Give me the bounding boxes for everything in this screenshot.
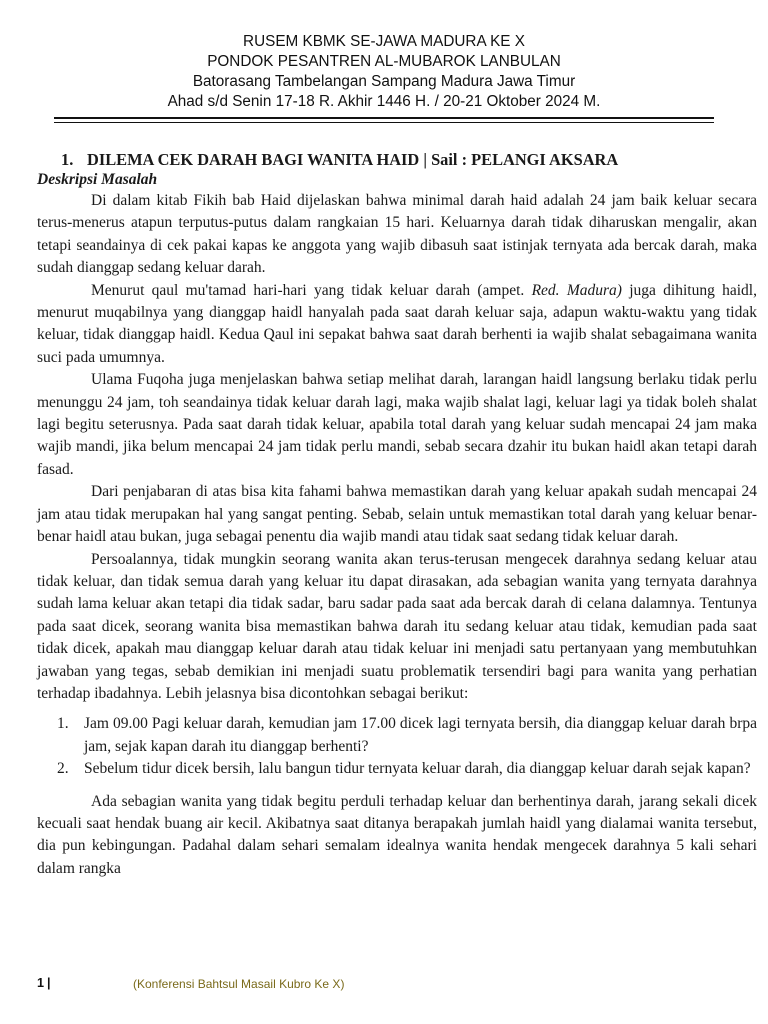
footer-separator: | xyxy=(47,976,51,990)
section-title xyxy=(61,149,757,171)
paragraph-3: Ulama Fuqoha juga menjelaskan bahwa setiap melihat darah, larangan haidl langsung berlaku tidak perlu menunggu 24 jam, toh seandainya tidak keluar darah lagi, maka wajib shalat lagi, keluar lagi ya tidak boleh shalat lagi begitu seterusnya. Pada saat darah tidak keluar, apabila total darah yang keluar sudah mencapai 24 jam maka wajib mandi, jika belum mencapai 24 jam tidak perlu mandi, sebab secara dzahir itu bukan haidl akan tetapi darah fasad. xyxy=(37,371,757,478)
paragraph-2 xyxy=(37,280,757,370)
header-line-2: PONDOK PESANTREN AL-MUBAROK LANBULAN xyxy=(207,53,561,70)
document-header xyxy=(0,32,768,112)
footer-conference-name: (Konferensi Bahtsul Masail Kubro Ke X) xyxy=(133,977,345,991)
list-marker: 2. xyxy=(57,760,69,778)
example-list xyxy=(37,713,757,780)
list-item xyxy=(37,758,757,780)
header-line-3: Batorasang Tambelangan Sampang Madura Jawa Timur xyxy=(192,73,576,90)
page-footer xyxy=(37,976,727,990)
section-title-text: DILEMA CEK DARAH BAGI WANITA HAID | Sail : PELANGI AKSARA xyxy=(87,150,619,169)
section-number: 1. xyxy=(61,150,74,169)
paragraph-2-part-1: Menurut qaul mu'tamad hari-hari yang tidak keluar darah (ampet. xyxy=(91,281,532,299)
document-body xyxy=(37,149,757,880)
page-number: 1 xyxy=(37,976,45,990)
paragraph-5: Persoalannya, tidak mungkin seorang wanita akan terus-terusan mengecek darahnya sedang keluar atau tidak keluar, dan tidak semua darah yang keluar itu dapat dirasakan, ada sebagian wanita yang ternyata darahnya sudah lama keluar akan tetapi dia tidak sadar, baru sadar pada saat ada bercak darah di celana dalamnya. Tentunya pada saat dicek, seorang wanita bisa memastikan bahwa darah itu sedang keluar atau tidak, kemudian pada saat tidak dicek, apakah mau dianggap keluar darah atau tidak keluar ini menjadi satu pertanyaan yang membutuhkan jawaban yang tegas, sebab demikian ini menjadi suatu problematik tersendiri bagi para wanita yang perhatian terhadap ibadahnya. Lebih jelasnya bisa dicontohkan sebagai berikut: xyxy=(37,550,757,702)
paragraph-6: Ada sebagian wanita yang tidak begitu perduli terhadap keluar dan berhentinya darah, jarang sekali dicek kecuali saat hendak buang air kecil. Akibatnya saat ditanya berapakah jumlah haidl yang dialamai wanita tersebut, dia pun kebingungan. Padahal dalam sehari semalam idealnya wanita hendak mengecek darahnya 5 kali sehari dalam rangka xyxy=(37,792,757,877)
paragraph-2-italic: Red. Madura) xyxy=(531,281,622,299)
paragraph-1: Di dalam kitab Fikih bab Haid dijelaskan bahwa minimal darah haid adalah 24 jam baik keluar secara terus-menerus atapun terputus-putus dalam rangkaian 15 hari. Keluarnya darah tidak diharuskan mengalir, akan tetapi seandainya di cek pakai kapas ke anggota yang wajib dibasuh saat istinjak ternyata ada bercak darah, maka sudah dianggap sedang keluar darah. xyxy=(37,192,757,277)
list-item-text: Jam 09.00 Pagi keluar darah, kemudian jam 17.00 dicek lagi ternyata bersih, dia dianggap keluar darah brpa jam, sejak kapan darah itu dianggap berhenti? xyxy=(84,715,757,755)
list-item-text: Sebelum tidur dicek bersih, lalu bangun tidur ternyata keluar darah, dia dianggap keluar darah sejak kapan? xyxy=(84,760,751,778)
list-marker: 1. xyxy=(57,715,69,733)
list-item xyxy=(37,713,757,758)
header-rule-thin xyxy=(54,122,714,123)
paragraph-2-part-2: juga dihitung haidl, menurut muqabilnya yang dianggap haidl hanyalah pada saat darah keluar saja, adapun waktu-waktu yang tidak keluar, tidak dianggap haidl. Kedua Qaul ini sepakat bahwa saat darah berhenti ia wajib shalat sebagaimana wanita suci pada umumnya. xyxy=(37,281,757,366)
header-line-1: RUSEM KBMK SE-JAWA MADURA KE X xyxy=(243,33,525,50)
paragraph-4: Dari penjabaran di atas bisa kita fahami bahwa memastikan darah yang keluar apakah sudah mencapai 24 jam atau tidak merupakan hal yang sangat penting. Sebab, selain untuk memastikan total darah yang keluar benar-benar haidl atau bukan, juga sebagai penentu dia wajib mandi atau tidak saat sedang tidak keluar darah. xyxy=(37,483,757,546)
section-subheading: Deskripsi Masalah xyxy=(37,171,158,188)
header-rule-thick xyxy=(54,117,714,119)
header-line-4: Ahad s/d Senin 17-18 R. Akhir 1446 H. / 20-21 Oktober 2024 M. xyxy=(167,93,601,110)
